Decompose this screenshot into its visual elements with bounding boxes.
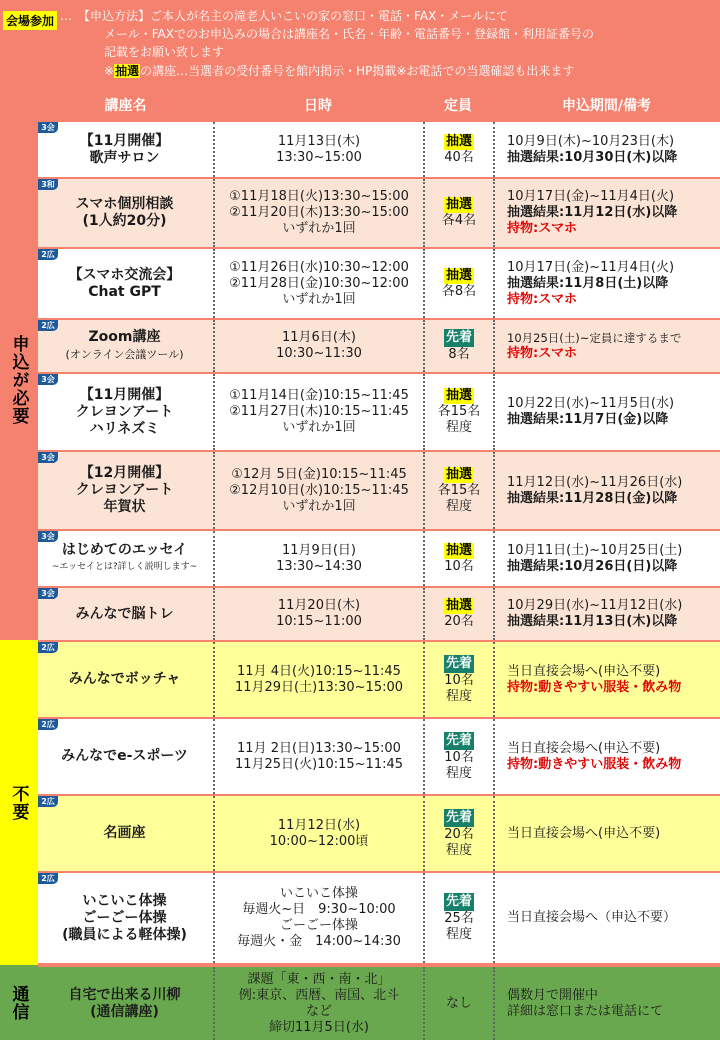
course-name-line: 【11月開催】 (79, 386, 170, 403)
application-cell (493, 452, 720, 529)
table-row (38, 122, 720, 177)
datetime-line: 毎週火~日 9:30~10:00 (242, 902, 396, 917)
datetime-line: ②12月10日(水)10:15~11:45 (229, 482, 409, 498)
course-name-line: (通信講座) (90, 1003, 159, 1020)
lottery-badge: 抽選 (445, 197, 472, 212)
lottery-badge: 抽選 (445, 388, 472, 403)
header-line-2: メール・FAXでのお申込みの場合は講座名・氏名・年齢・電話番号・登録館・利用証番号の (104, 27, 594, 41)
capacity-line: 程度 (445, 498, 472, 514)
datetime-line: ごーごー体操 (279, 918, 358, 933)
course-name-line: (職員による軽体操) (62, 926, 187, 943)
datetime-line: ①11月14日(金)10:15~11:45 (229, 388, 409, 403)
datetime-line: 10:00~12:00頃 (269, 833, 369, 849)
capacity-line: 10名 (444, 749, 474, 765)
items-to-bring: 持物:動きやすい服装・飲み物 (507, 756, 682, 772)
venue-tag: 会場参加 (3, 11, 57, 30)
datetime-cell (213, 452, 423, 529)
table-row (38, 320, 720, 372)
datetime-line: 10:15~11:00 (276, 614, 362, 629)
capacity-line: 10名 (444, 558, 474, 574)
capacity-line: 各15名 (437, 404, 481, 419)
application-cell (493, 873, 720, 963)
col-header-course: 講座名 (104, 98, 147, 114)
items-to-bring: 持物:スマホ (507, 221, 577, 236)
table-row (38, 374, 720, 450)
capacity-line: 40名 (444, 149, 474, 165)
course-name-cell (38, 873, 211, 963)
first-come-badge: 先着 (445, 894, 472, 909)
header-ellipsis: … (60, 9, 72, 23)
datetime-line: など (305, 1003, 332, 1019)
application-period: 10月22日(水)~11月5日(水) (507, 396, 675, 411)
first-come-badge: 先着 (445, 732, 472, 748)
application-cell (493, 642, 720, 717)
application-cell (493, 719, 720, 794)
lottery-result-date: 抽選結果:11月28日(金)以降 (507, 490, 678, 506)
course-name-line: (1人約20分) (82, 213, 167, 229)
datetime-line: ②11月20日(木)13:30~15:00 (229, 205, 409, 220)
venue-code-badge: 2広 (38, 320, 58, 331)
capacity-line: 10名 (444, 672, 474, 688)
course-name-line: Zoom講座 (88, 329, 161, 345)
datetime-cell (213, 374, 423, 450)
capacity-line: 20名 (444, 826, 474, 842)
course-name-line: クレヨンアート (75, 482, 174, 498)
venue-code-badge: 3会 (38, 452, 58, 463)
datetime-line: 11月6日(木) (282, 330, 356, 345)
venue-code-badge: 3会 (38, 374, 58, 385)
course-name-cell (38, 588, 211, 640)
course-name-cell (38, 249, 211, 318)
course-name-cell (38, 374, 211, 450)
datetime-cell (213, 588, 423, 640)
capacity-cell (423, 719, 493, 794)
datetime-line: 11月 4日(火)10:15~11:45 (237, 663, 401, 679)
course-name-cell (38, 320, 211, 372)
venue-code-badge: 2広 (38, 873, 58, 884)
table-row (38, 642, 720, 717)
items-to-bring: 持物:スマホ (507, 346, 577, 361)
first-come-badge: 先着 (445, 655, 472, 671)
datetime-line: ①11月18日(火)13:30~15:00 (229, 189, 409, 204)
course-name-cell (38, 531, 211, 586)
capacity-cell (423, 967, 493, 1040)
datetime-line: 11月13日(木) (277, 133, 361, 149)
course-name-line: ごーごー体操 (82, 909, 167, 926)
datetime-line: 例:東京、西暦、南国、北斗 (238, 987, 400, 1003)
application-period: 10月9日(木)~10月23日(木) (507, 133, 675, 149)
lottery-highlight: 抽選 (115, 64, 140, 78)
lottery-result-date: 抽選結果:11月8日(土)以降 (507, 275, 669, 291)
capacity-line: 各8名 (441, 283, 477, 299)
datetime-line: 11月25日(火)10:15~11:45 (234, 756, 404, 772)
capacity-line: なし (445, 995, 472, 1011)
course-name-cell (38, 642, 211, 717)
application-cell (493, 249, 720, 318)
application-period: 当日直接会場へ（申込不要） (507, 910, 677, 925)
capacity-line: 程度 (445, 842, 472, 858)
table-row (38, 249, 720, 318)
application-period: 当日直接会場へ(申込不要) (507, 825, 661, 841)
capacity-cell (423, 642, 493, 717)
datetime-cell (213, 249, 423, 318)
table-row (38, 531, 720, 586)
application-period: 詳細は窓口または電話にて (507, 1003, 664, 1019)
course-name-line: みんなで脳トレ (75, 605, 174, 622)
application-period: 偶数月で開催中 (507, 987, 599, 1003)
application-period: 10月11日(土)~10月25日(土) (507, 542, 683, 558)
course-name-cell (38, 179, 211, 247)
items-to-bring: 持物:動きやすい服装・飲み物 (507, 679, 682, 695)
header-line-3: 記載をお願い致します (104, 45, 225, 59)
course-name-sub: (オンライン会議ツール) (65, 348, 184, 361)
datetime-line: 11月20日(木) (277, 598, 361, 613)
application-cell (493, 967, 720, 1040)
table-row (38, 179, 720, 247)
datetime-line: いずれか1回 (282, 221, 356, 236)
application-period: 10月17日(金)~11月4日(火) (507, 189, 675, 204)
course-name-cell (38, 719, 211, 794)
application-cell (493, 374, 720, 450)
table-row (38, 588, 720, 640)
course-name-line: はじめてのエッセイ (61, 541, 188, 558)
datetime-line: 10:30~11:30 (276, 346, 362, 361)
col-header-application: 申込期間/備考 (561, 98, 652, 114)
datetime-line: 毎週火・金 14:00~14:30 (237, 934, 401, 949)
header-note: の講座…当選者の受付番号を館内掲示・HP掲載※お電話での当選確認も出来ます (140, 64, 575, 78)
capacity-cell (423, 122, 493, 177)
lottery-badge: 抽選 (445, 466, 472, 482)
datetime-cell (213, 967, 423, 1040)
table-row (38, 873, 720, 963)
venue-code-badge: 2広 (38, 719, 58, 730)
section-not-required-text: 不要 (8, 784, 29, 821)
col-header-datetime: 日時 (304, 98, 332, 114)
capacity-cell (423, 452, 493, 529)
application-cell (493, 796, 720, 871)
application-period: 当日直接会場へ(申込不要) (507, 663, 661, 679)
datetime-line: 13:30~15:00 (276, 149, 362, 165)
datetime-line: ②11月28日(金)10:30~12:00 (229, 275, 409, 291)
course-name-line: 【スマホ交流会】 (68, 266, 181, 283)
datetime-line: ①12月 5日(金)10:15~11:45 (231, 466, 407, 482)
application-period: 10月17日(金)~11月4日(火) (507, 259, 675, 275)
header-line-4 (104, 62, 574, 80)
header-note-mark: ※ (104, 64, 115, 78)
header-method: 【申込方法】ご本人が名主の滝老人いこいの家の窓口・電話・FAX・メールにて (84, 9, 509, 23)
capacity-cell (423, 179, 493, 247)
venue-code-badge: 3会 (38, 588, 58, 599)
capacity-line: 8名 (448, 347, 470, 362)
datetime-line: 11月12日(水) (277, 817, 361, 833)
capacity-line: 各4名 (441, 213, 477, 228)
section-label-correspondence (0, 965, 38, 1040)
datetime-line: 課題「東・西・南・北」 (247, 971, 391, 987)
section-label-required (0, 120, 38, 640)
application-cell (493, 588, 720, 640)
header-banner (0, 0, 720, 92)
section-required-text: 申込が必要 (8, 335, 29, 425)
col-header-capacity: 定員 (444, 98, 472, 114)
lottery-result-date: 抽選結果:10月26日(日)以降 (507, 558, 678, 574)
course-name-line: みんなでボッチャ (68, 671, 181, 687)
datetime-line: 11月 2日(日)13:30~15:00 (237, 740, 401, 756)
table-row (38, 967, 720, 1040)
items-to-bring: 持物:スマホ (507, 291, 577, 307)
course-name-line: 歌声サロン (89, 149, 160, 166)
course-name-line: スマホ個別相談 (75, 196, 174, 212)
table-row (38, 452, 720, 529)
course-name-line: いこいこ体操 (82, 892, 167, 909)
course-name-cell (38, 967, 211, 1040)
datetime-line: 締切11月5日(水) (269, 1019, 369, 1035)
venue-code-badge: 2広 (38, 642, 58, 653)
venue-code-badge: 2広 (38, 249, 58, 260)
capacity-line: 25名 (444, 911, 474, 926)
capacity-line: 程度 (445, 765, 472, 781)
application-cell (493, 531, 720, 586)
datetime-line: 11月29日(土)13:30~15:00 (234, 679, 404, 695)
lottery-badge: 抽選 (445, 133, 472, 149)
application-period: 当日直接会場へ(申込不要) (507, 740, 661, 756)
course-name-line: クレヨンアート (75, 403, 174, 420)
venue-code-badge: 3和 (38, 179, 58, 190)
capacity-cell (423, 320, 493, 372)
capacity-line: 各15名 (437, 482, 481, 498)
course-name-line: 自宅で出来る川柳 (68, 986, 181, 1003)
first-come-badge: 先着 (445, 809, 472, 825)
first-come-badge: 先着 (445, 330, 472, 345)
table-row (38, 796, 720, 871)
datetime-cell (213, 873, 423, 963)
datetime-line: いずれか1回 (282, 420, 356, 435)
venue-code-badge: 2広 (38, 796, 58, 807)
datetime-cell (213, 179, 423, 247)
capacity-cell (423, 796, 493, 871)
datetime-cell (213, 122, 423, 177)
lottery-result-date: 抽選結果:11月12日(水)以降 (507, 205, 678, 220)
section-label-not-required (0, 640, 38, 965)
capacity-line: 程度 (445, 420, 472, 435)
lottery-badge: 抽選 (445, 267, 472, 283)
application-period: 11月12日(水)~11月26日(水) (507, 474, 683, 490)
lottery-result-date: 抽選結果:10月30日(木)以降 (507, 149, 678, 165)
application-period: 10月29日(水)~11月12日(水) (507, 598, 683, 613)
course-name-note: ~エッセイとは?詳しく説明します~ (51, 561, 198, 572)
datetime-cell (213, 320, 423, 372)
application-period: 10月25日(土)~定員に達するまで (507, 331, 682, 345)
application-cell (493, 320, 720, 372)
datetime-cell (213, 531, 423, 586)
lottery-badge: 抽選 (445, 598, 472, 613)
capacity-cell (423, 531, 493, 586)
capacity-cell (423, 873, 493, 963)
course-name-cell (38, 796, 211, 871)
capacity-cell (423, 374, 493, 450)
course-name-cell (38, 122, 211, 177)
datetime-line: ②11月27日(木)10:15~11:45 (229, 404, 409, 419)
datetime-cell (213, 719, 423, 794)
capacity-line: 程度 (445, 688, 472, 704)
capacity-line: 20名 (444, 614, 474, 629)
course-name-cell (38, 452, 211, 529)
section-correspondence-text: 通信 (8, 984, 29, 1021)
lottery-result-date: 抽選結果:11月13日(木)以降 (507, 614, 678, 629)
course-name-line: ハリネズミ (89, 420, 160, 437)
datetime-line: 13:30~14:30 (276, 558, 362, 574)
application-cell (493, 122, 720, 177)
course-name-line: 【12月開催】 (79, 465, 170, 481)
course-name-line: 名画座 (103, 825, 146, 841)
datetime-line: いこいこ体操 (279, 886, 358, 901)
venue-code-badge: 3会 (38, 122, 58, 133)
datetime-line: 11月9日(日) (282, 542, 356, 558)
capacity-line: 程度 (445, 927, 472, 942)
course-name-line: 年賀状 (103, 499, 146, 515)
application-cell (493, 179, 720, 247)
table-row (38, 719, 720, 794)
course-name-line: Chat GPT (88, 283, 161, 300)
course-name-line: 【11月開催】 (79, 132, 170, 149)
datetime-cell (213, 642, 423, 717)
datetime-cell (213, 796, 423, 871)
datetime-line: ①11月26日(水)10:30~12:00 (229, 259, 409, 275)
venue-code-badge: 3会 (38, 531, 58, 542)
capacity-cell (423, 249, 493, 318)
capacity-cell (423, 588, 493, 640)
datetime-line: いずれか1回 (282, 291, 356, 307)
lottery-badge: 抽選 (445, 542, 472, 558)
datetime-line: いずれか1回 (282, 498, 356, 514)
lottery-result-date: 抽選結果:11月7日(金)以降 (507, 412, 669, 427)
header-line-1 (60, 7, 508, 25)
course-name-line: みんなでe-スポーツ (61, 748, 188, 764)
